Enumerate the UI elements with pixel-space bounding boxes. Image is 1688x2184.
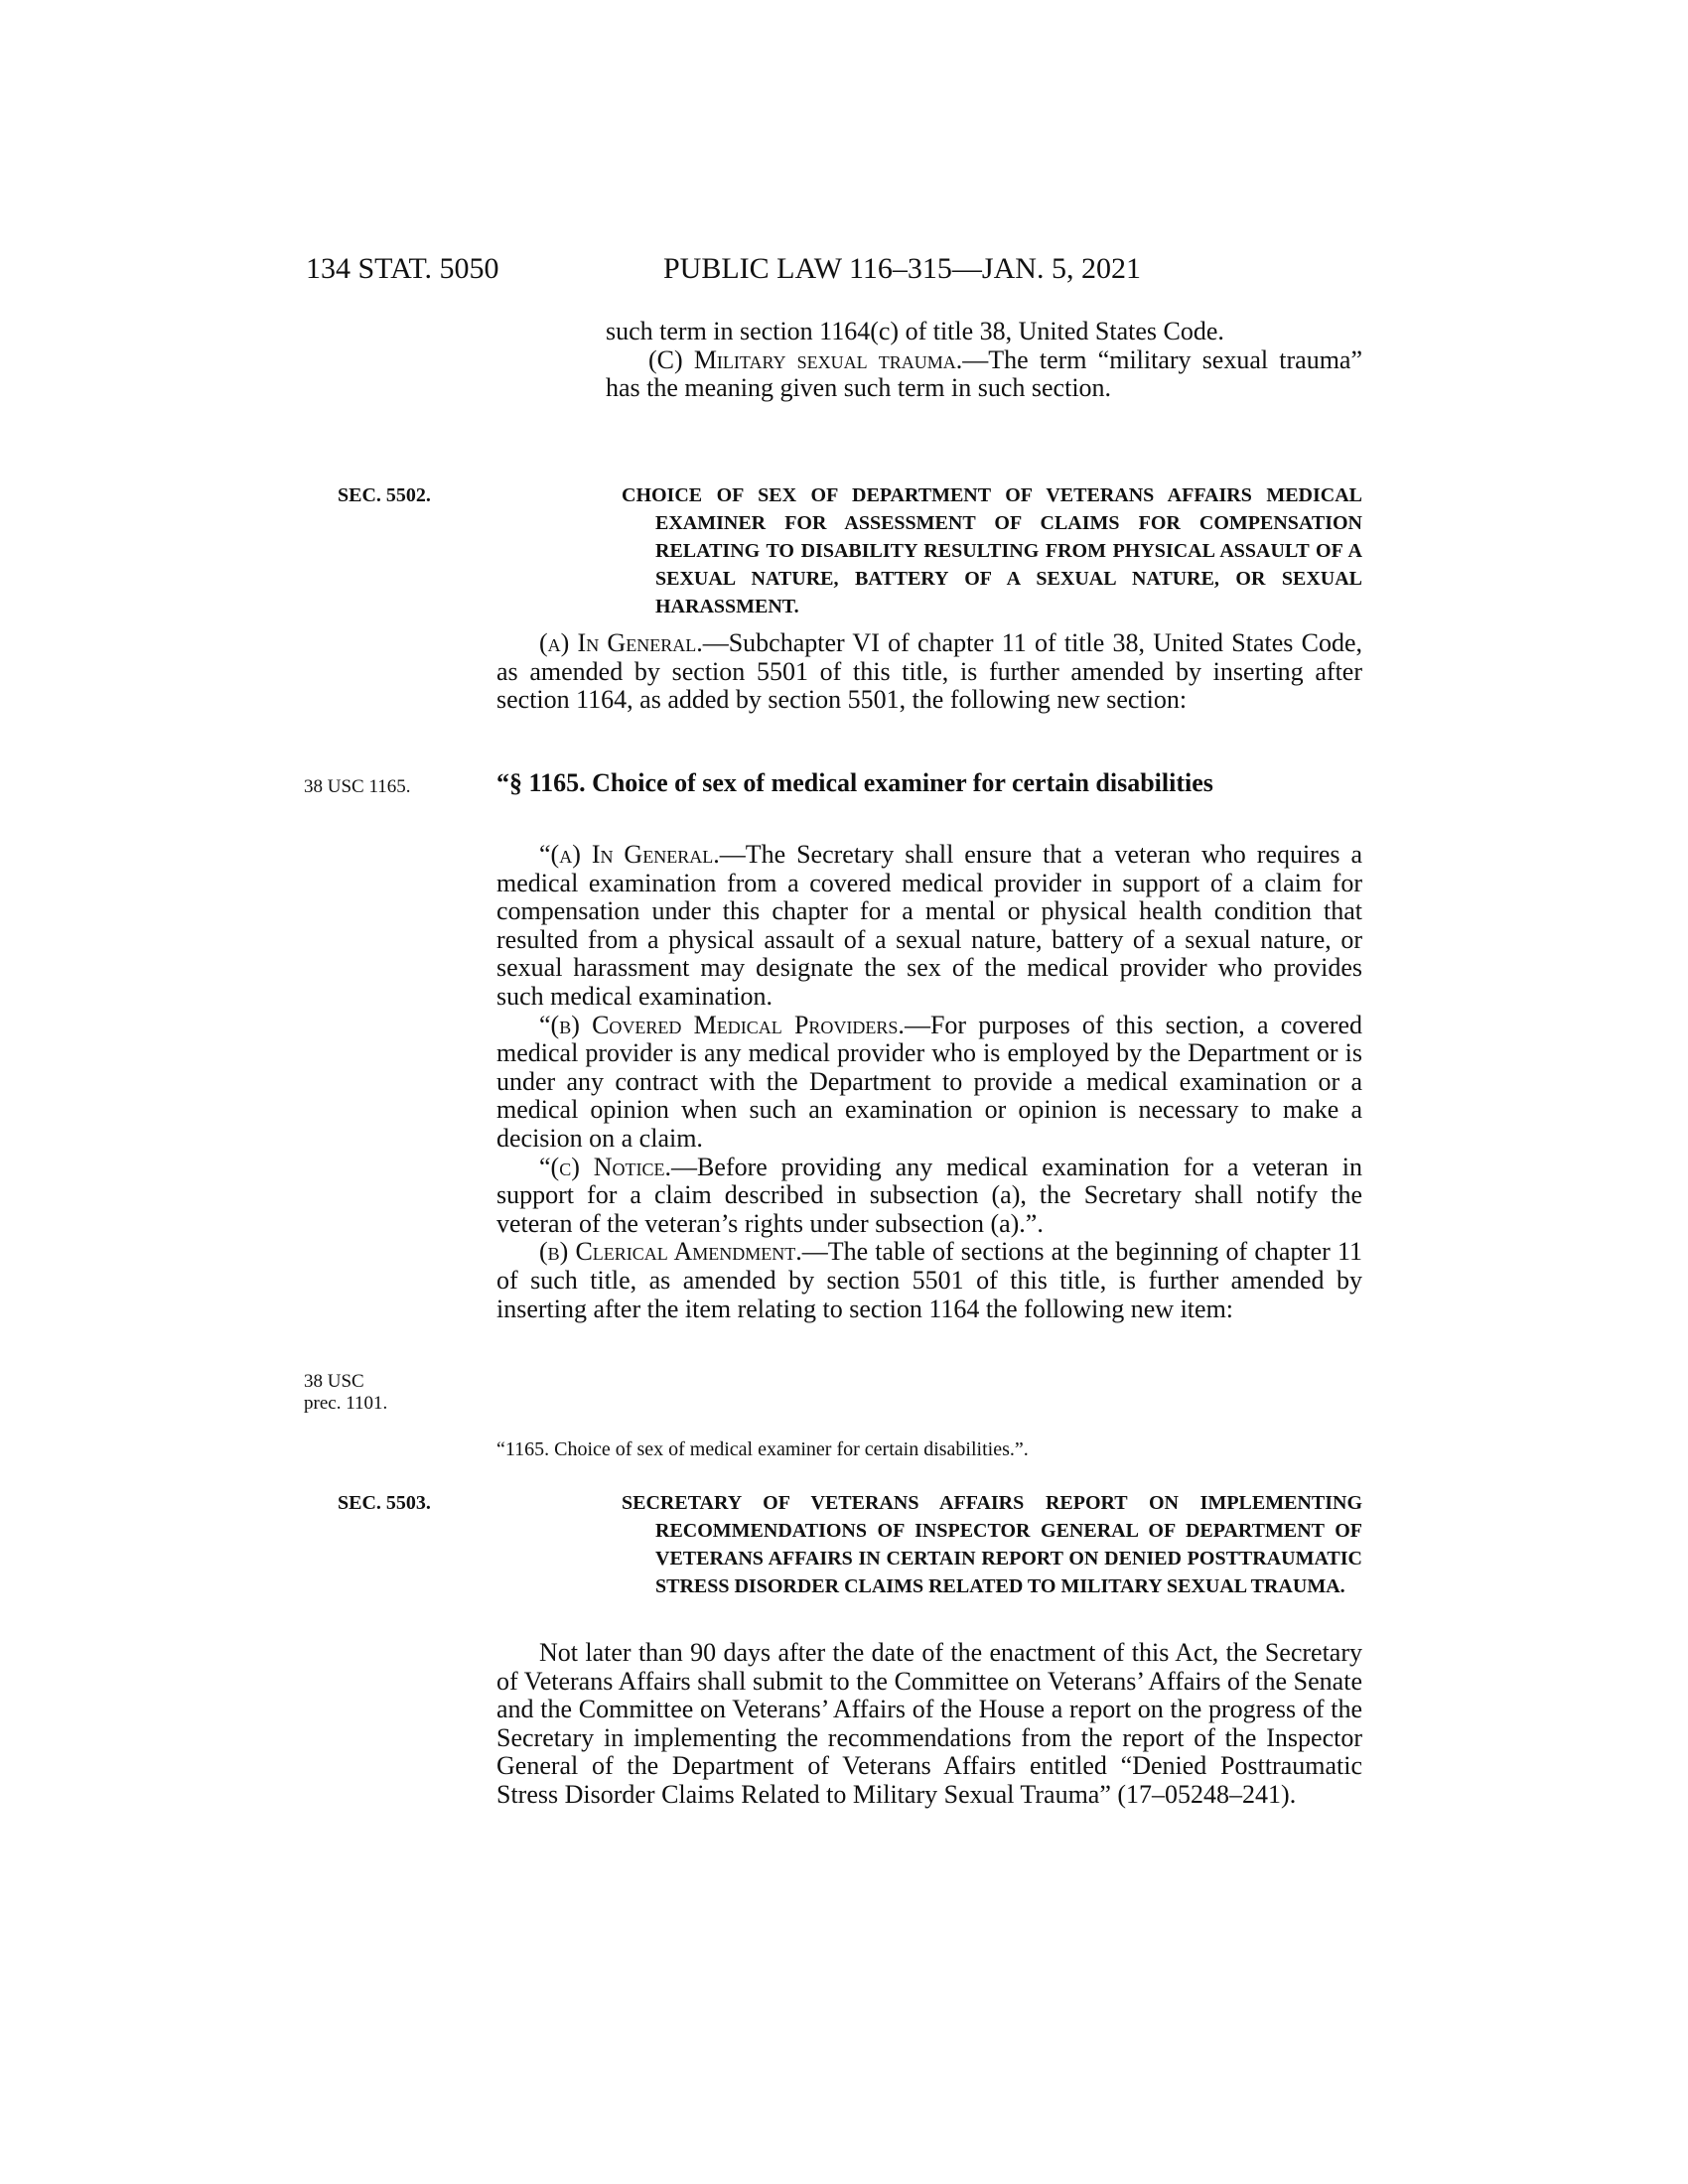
paragraph-text: —For purposes of this section, a covered medical provider is any medical provider who is employed by the Department or is under any contract with the Department to provide a medical examination or a medical opinion when such an examination or opinion is necessary to make a decision on a claim. <box>496 1010 1362 1153</box>
paragraph-label: “(a) In General. <box>539 840 720 869</box>
stat-reference: 134 STAT. 5050 <box>306 252 499 285</box>
margin-note-usc-prec <box>304 1371 387 1415</box>
section-heading-text <box>338 1489 1362 1600</box>
paragraph: such term in section 1164(c) of title 38, United States Code. <box>606 317 1224 345</box>
paragraph-label: “(c) Notice. <box>539 1152 672 1181</box>
paragraph-label: (a) In General. <box>539 628 703 657</box>
section-number: SEC. 5503. <box>338 1492 431 1514</box>
paragraph-text: —The term “military sexual trauma” has the meaning given such term in such section. <box>606 344 1362 403</box>
margin-note-line: 38 USC <box>304 1371 364 1392</box>
margin-note-line: prec. 1101. <box>304 1393 388 1414</box>
paragraph <box>496 841 1362 1012</box>
paragraph-text: —The Secretary shall ensure that a veteran who requires a medical examination from a covered medical provider in support of a claim for compensation under this chapter for a mental or physical health condition that resulted from a physical assault of a sexual nature, battery of a sexual nature, or sexual harassment may designate the sex of the medical provider who provides such medical examination. <box>496 840 1362 1011</box>
paragraph <box>496 1238 1362 1323</box>
section-heading-5503 <box>338 1489 1362 1600</box>
new-section-heading: “§ 1165. Choice of sex of medical examiner for certain disabilities <box>496 768 1213 797</box>
section-title: CHOICE OF SEX OF DEPARTMENT OF VETERANS AFFAIRS MEDICAL EXAMINER FOR ASSESSMENT OF CLAIMS FOR COMPENSATION RELATING TO DISABILITY RESULTING FROM PHYSICAL ASSAULT OF A SEXUAL NATURE, BATTERY OF A SEXUAL NATURE, OR SEXUAL HARASSMENT. <box>622 484 1362 617</box>
intro-block <box>606 318 1362 403</box>
page-title: PUBLIC LAW 116–315—JAN. 5, 2021 <box>663 252 1141 285</box>
paragraph-text: —Subchapter VI of chapter 11 of title 38, United States Code, as amended by section 5501 of this title, is further amended by inserting after section 1164, as added by section 5501, the following new section: <box>496 628 1362 715</box>
section-heading-5502 <box>338 481 1362 620</box>
paragraph: Not later than 90 days after the date of the enactment of this Act, the Secretary of Veterans Affairs shall submit to the Committee on Veterans’ Affairs of the Senate and the Committee on Veterans’ Affairs of the House a report on the progress of the Secretary in implementing the recommendations from the report of the Inspector General of the Department of Veterans Affairs entitled “Denied Posttraumatic Stress Disorder Claims Related to Military Sexual Trauma” (17–05248–241). <box>496 1638 1362 1809</box>
section-1165-body <box>496 841 1362 1323</box>
paragraph-label: (C) Military sexual trauma. <box>648 344 963 374</box>
paragraph <box>496 1012 1362 1154</box>
section-5503-body <box>496 1639 1362 1810</box>
paragraph <box>496 1154 1362 1239</box>
section-number: SEC. 5502. <box>338 484 431 506</box>
paragraph-label: (b) Clerical Amendment. <box>539 1237 802 1267</box>
section-title: SECRETARY OF VETERANS AFFAIRS REPORT ON IMPLEMENTING RECOMMENDATIONS OF INSPECTOR GENERAL OF DEPARTMENT OF VETERANS AFFAIRS IN CERTAIN REPORT ON DENIED POSTTRAUMATIC STRESS DISORDER CLAIMS RELATED TO MILITARY SEXUAL TRAUMA. <box>622 1492 1362 1597</box>
new-table-item: “1165. Choice of sex of medical examiner for certain disabilities.”. <box>496 1438 1029 1460</box>
paragraph <box>496 629 1362 715</box>
paragraph-text: —The table of sections at the beginning of chapter 11 of such title, as amended by section 5501 of this title, is further amended by inserting after the item relating to section 1164 the following new item: <box>496 1237 1362 1323</box>
section-heading-text <box>338 481 1362 620</box>
margin-note-usc-1165: 38 USC 1165. <box>304 776 411 797</box>
paragraph-label: “(b) Covered Medical Providers. <box>539 1010 905 1039</box>
paragraph-text: —Before providing any medical examination for a veteran in support for a claim described in subsection (a), the Secretary shall notify the veteran of the veteran’s rights under subsection (a).”. <box>496 1152 1362 1238</box>
paragraph <box>606 346 1362 403</box>
section-5502-a <box>496 629 1362 715</box>
